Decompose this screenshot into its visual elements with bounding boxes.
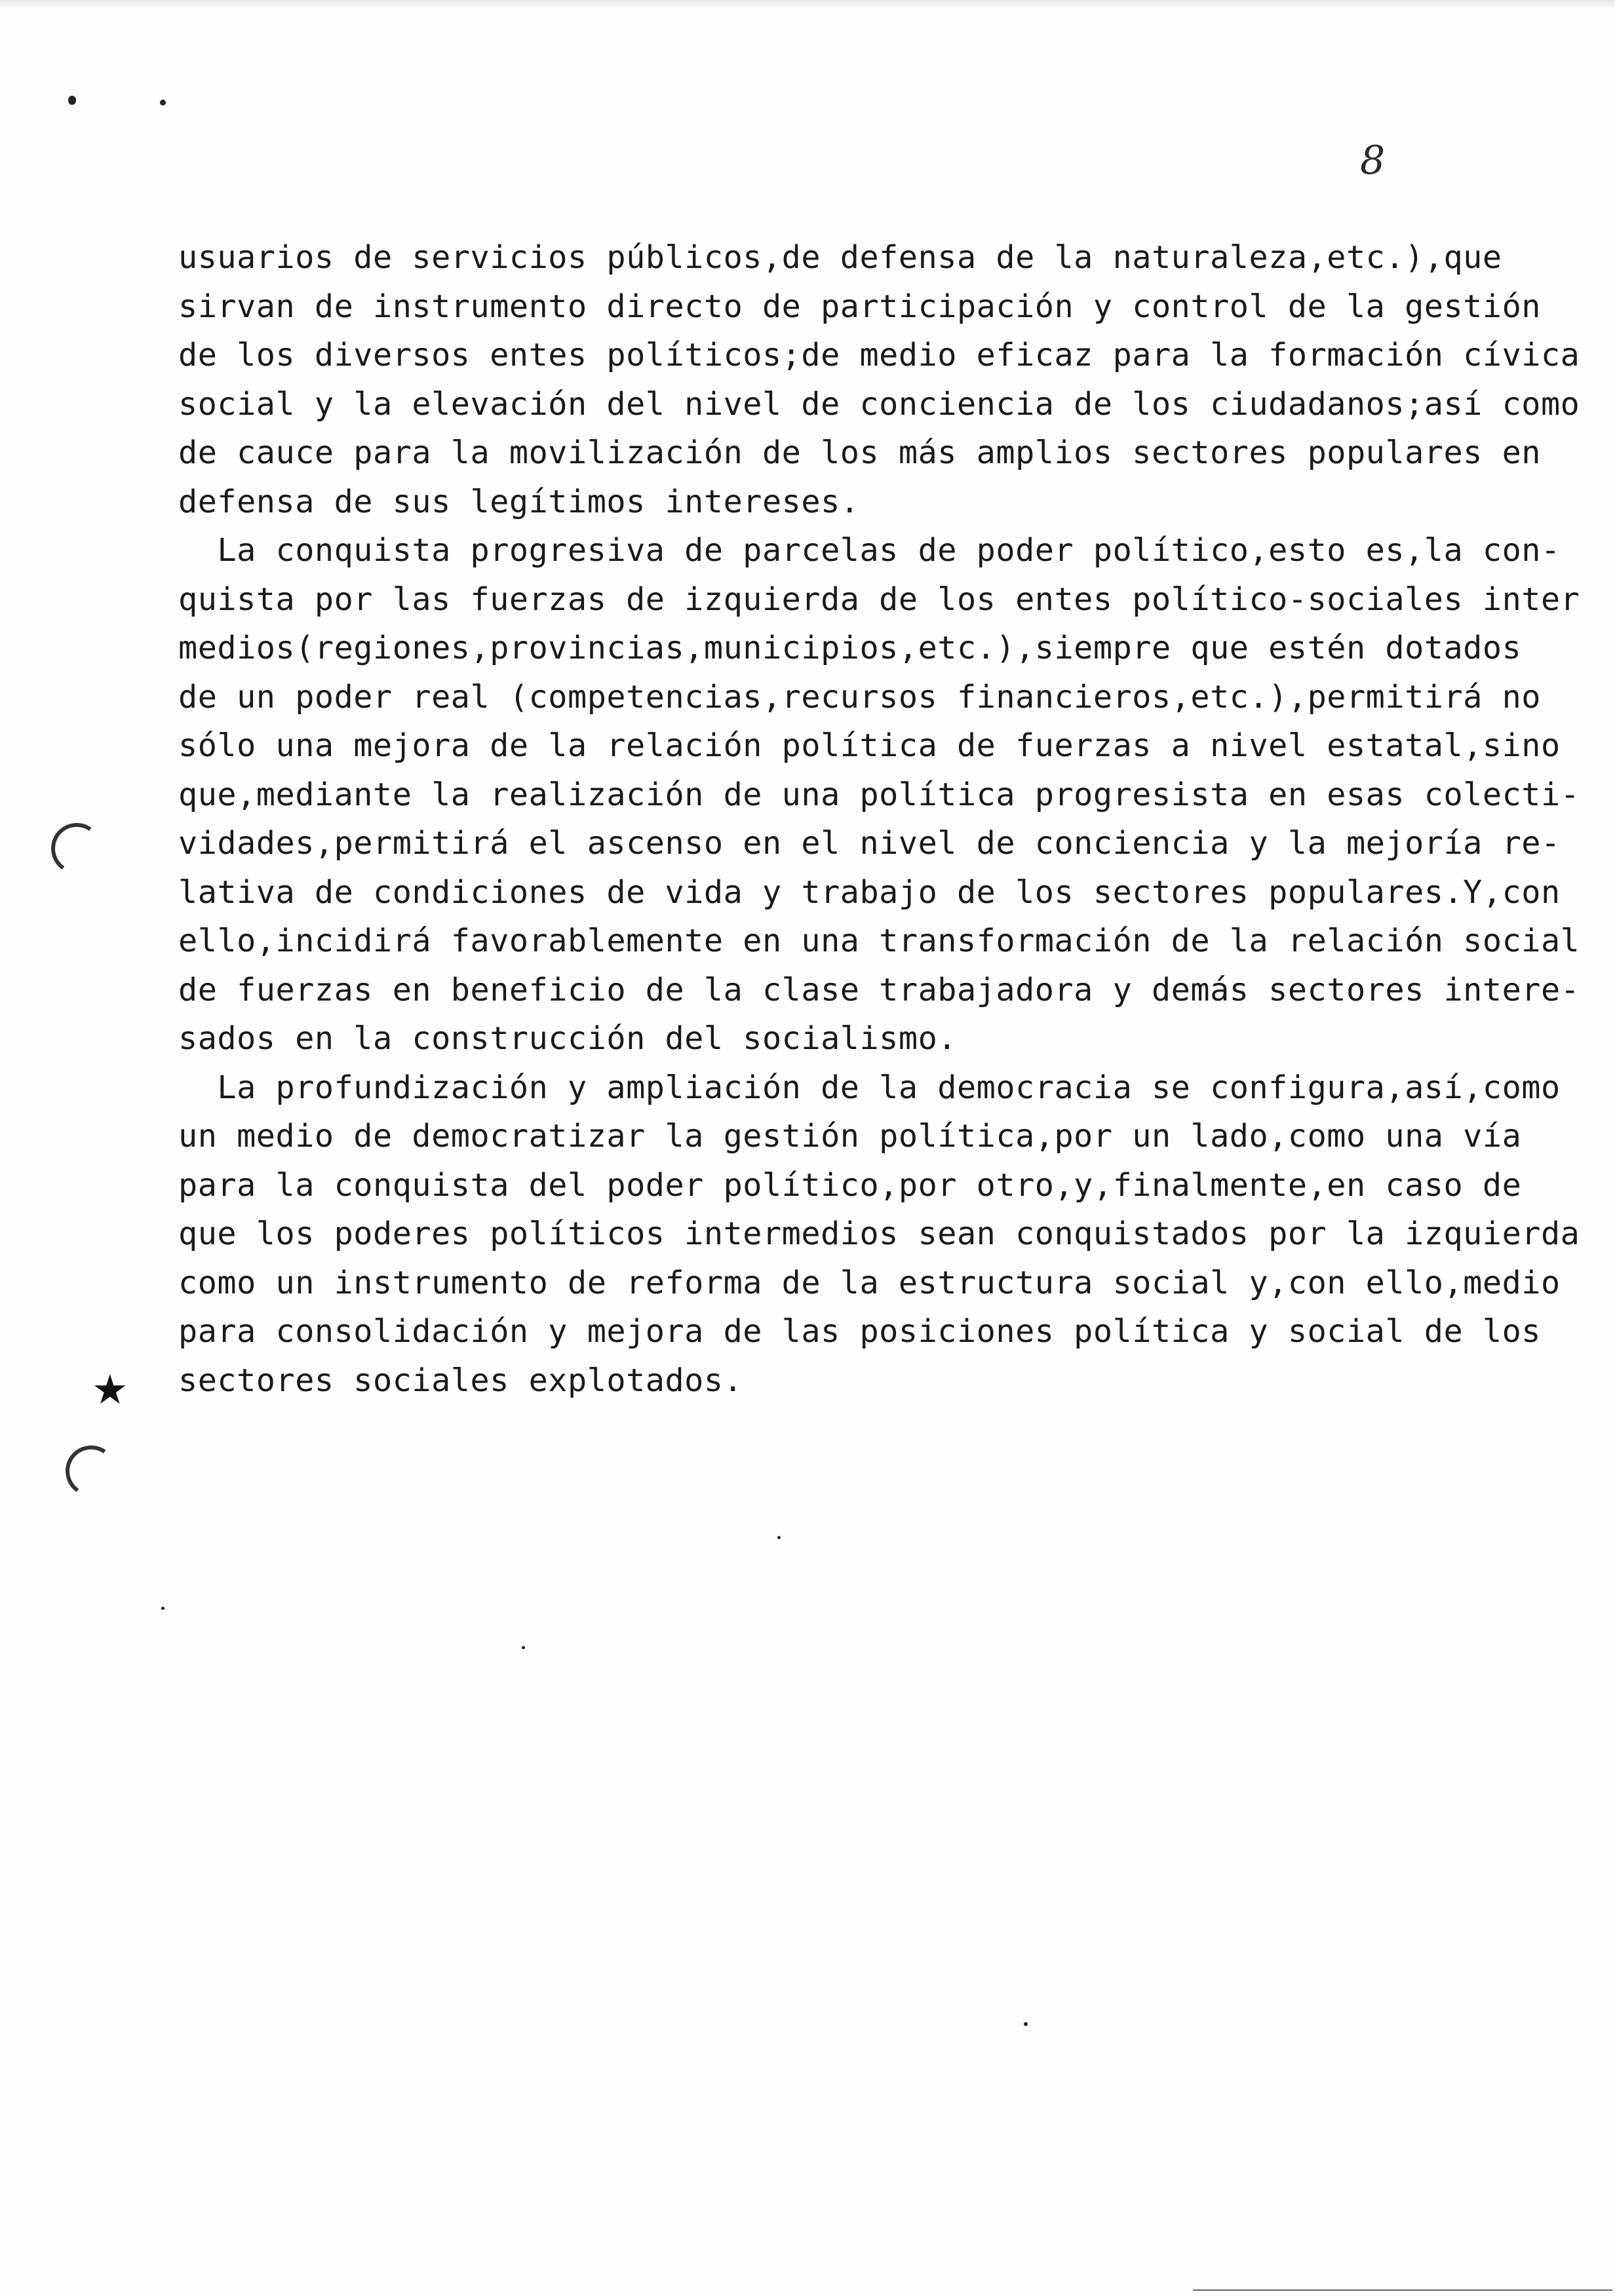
text-line: medios(regiones,provincias,municipios,etc.),siempre que estén dotados [178,630,1522,666]
page-number: 8 [1360,138,1386,183]
paragraph-3 [178,1063,1587,1406]
text-line: que,mediante la realización de una política progresista en esas colecti- [178,776,1580,813]
text-line: sados en la construcción del socialismo. [178,1020,957,1057]
text-line: vidades,permitirá el ascenso en el nivel de conciencia y la mejoría re- [178,825,1561,862]
text-line: de fuerzas en beneficio de la clase trabajadora y demás sectores intere- [178,971,1580,1008]
star-margin-mark: ★ [92,1366,128,1413]
paragraph-1 [178,233,1587,526]
text-line: quista por las fuerzas de izquierda de los entes político-sociales inter [178,581,1580,618]
text-line: que los poderes políticos intermedios sean conquistados por la izquierda [178,1215,1580,1252]
binder-mark-lower [62,1442,121,1501]
text-line: para consolidación y mejora de las posiciones política y social de los [178,1313,1541,1350]
speck [522,1646,525,1649]
punch-dot-left [68,96,76,105]
text-line: sectores sociales explotados. [178,1362,743,1399]
text-line: de un poder real (competencias,recursos financieros,etc.),permitirá no [178,678,1541,716]
text-line: La conquista progresiva de parcelas de poder político,esto es,la con- [178,532,1561,569]
text-line: un medio de democratizar la gestión política,por un lado,como una vía [178,1118,1522,1155]
text-line: de los diversos entes políticos;de medio eficaz para la formación cívica [178,337,1580,373]
text-line: social y la elevación del nivel de conciencia de los ciudadanos;así como [178,385,1580,423]
text-line: La profundización y ampliación de la democracia se configura,así,como [178,1069,1561,1106]
text-line: usuarios de servicios públicos,de defensa de la naturaleza,etc.),que [178,239,1502,276]
bottom-rule [1193,2289,1612,2291]
body-text [178,233,1587,1405]
text-line: como un instrumento de reforma de la estructura social y,con ello,medio [178,1264,1561,1301]
speck [161,1607,165,1610]
paragraph-2 [178,526,1587,1063]
punch-dot-right [160,100,166,105]
text-line: sirvan de instrumento directo de participación y control de la gestión [178,288,1541,325]
text-line: sólo una mejora de la relación política de fuerzas a nivel estatal,sino [178,727,1561,764]
page-top-edge [0,0,1615,9]
text-line: de cauce para la movilización de los más amplios sectores populares en [178,434,1541,471]
binder-mark-upper [47,819,106,878]
text-line: para la conquista del poder político,por otro,y,finalmente,en caso de [178,1166,1522,1204]
speck [1024,2022,1028,2026]
text-line: defensa de sus legítimos intereses. [178,483,860,520]
text-line: lativa de condiciones de vida y trabajo de los sectores populares.Y,con [178,873,1561,911]
speck [777,1536,781,1539]
text-line: ello,incidirá favorablemente en una transformación de la relación social [178,923,1580,959]
